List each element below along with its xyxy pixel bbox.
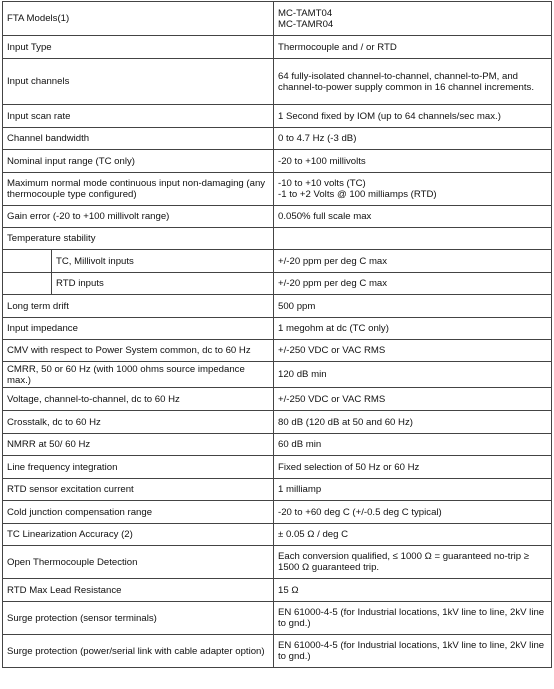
table-row [3,206,552,228]
table-row [3,295,552,318]
parameter-label: Input Type [3,36,274,59]
parameter-value: 120 dB min [274,362,552,388]
parameter-value: EN 61000-4-5 (for Industrial locations, 1kV line to line, 2kV line to gnd.) [274,635,552,668]
parameter-value: MC-TAMT04 MC-TAMR04 [274,2,552,36]
parameter-value: +/-20 ppm per deg C max [274,250,552,273]
parameter-value: 1 megohm at dc (TC only) [274,318,552,340]
parameter-value: ± 0.05 Ω / deg C [274,524,552,546]
table-row [3,501,552,524]
parameter-value: 0 to 4.7 Hz (-3 dB) [274,128,552,150]
parameter-value: -20 to +100 millivolts [274,150,552,173]
parameter-value: EN 61000-4-5 (for Industrial locations, 1kV line to line, 2kV line to gnd.) [274,602,552,635]
table-row [3,105,552,128]
parameter-label: RTD Max Lead Resistance [3,579,274,602]
parameter-label: Crosstalk, dc to 60 Hz [3,411,274,434]
table-row [3,635,552,668]
table-row [3,2,552,36]
parameter-value: 1 milliamp [274,479,552,501]
parameter-label: Surge protection (sensor terminals) [3,602,274,635]
table-row [3,411,552,434]
parameter-label: FTA Models(1) [3,2,274,36]
parameter-label: Cold junction compensation range [3,501,274,524]
table-row [3,524,552,546]
parameter-value: Thermocouple and / or RTD [274,36,552,59]
table-row [3,173,552,206]
parameter-label: Temperature stability [3,228,274,250]
parameter-value: +/-20 ppm per deg C max [274,273,552,295]
parameter-label: RTD sensor excitation current [3,479,274,501]
table-row [3,128,552,150]
table-row [3,36,552,59]
indent-cell [3,273,52,295]
specifications-table [2,1,552,668]
table-row [3,479,552,501]
table-row [3,340,552,362]
parameter-value: -10 to +10 volts (TC) -1 to +2 Volts @ 100 milliamps (RTD) [274,173,552,206]
parameter-value: Each conversion qualified, ≤ 1000 Ω = guaranteed no-trip ≥ 1500 Ω guaranteed trip. [274,546,552,579]
parameter-value: 80 dB (120 dB at 50 and 60 Hz) [274,411,552,434]
indent-cell [3,250,52,273]
parameter-value: 500 ppm [274,295,552,318]
parameter-label: TC Linearization Accuracy (2) [3,524,274,546]
table-row [3,250,552,273]
parameter-label: Channel bandwidth [3,128,274,150]
sub-parameter-label: TC, Millivolt inputs [52,250,274,273]
parameter-label: CMRR, 50 or 60 Hz (with 1000 ohms source impedance max.) [3,362,274,388]
parameter-label: Long term drift [3,295,274,318]
table-row [3,150,552,173]
table-row [3,228,552,250]
table-row [3,546,552,579]
parameter-label: Open Thermocouple Detection [3,546,274,579]
parameter-value: 64 fully-isolated channel-to-channel, channel-to-PM, and channel-to-power supply common in 16 channel increments. [274,59,552,105]
parameter-value [274,228,552,250]
parameter-label: Input channels [3,59,274,105]
parameter-value: -20 to +60 deg C (+/-0.5 deg C typical) [274,501,552,524]
parameter-label: NMRR at 50/ 60 Hz [3,434,274,456]
parameter-label: Voltage, channel-to-channel, dc to 60 Hz [3,388,274,411]
parameter-value: +/-250 VDC or VAC RMS [274,340,552,362]
table-row [3,579,552,602]
parameter-value: Fixed selection of 50 Hz or 60 Hz [274,456,552,479]
table-row [3,388,552,411]
parameter-label: Gain error (-20 to +100 millivolt range) [3,206,274,228]
parameter-label: Nominal input range (TC only) [3,150,274,173]
table-row [3,602,552,635]
parameter-value: 60 dB min [274,434,552,456]
specifications-table-body [3,2,552,668]
table-row [3,456,552,479]
parameter-value: 1 Second fixed by IOM (up to 64 channels/sec max.) [274,105,552,128]
table-row [3,318,552,340]
table-row [3,434,552,456]
table-row [3,273,552,295]
parameter-value: 0.050% full scale max [274,206,552,228]
parameter-label: Surge protection (power/serial link with cable adapter option) [3,635,274,668]
table-row [3,362,552,388]
parameter-label: Input scan rate [3,105,274,128]
parameter-value: +/-250 VDC or VAC RMS [274,388,552,411]
parameter-label: Input impedance [3,318,274,340]
table-row [3,59,552,105]
parameter-label: CMV with respect to Power System common, dc to 60 Hz [3,340,274,362]
parameter-label: Maximum normal mode continuous input non-damaging (any thermocouple type configured) [3,173,274,206]
parameter-label: Line frequency integration [3,456,274,479]
parameter-value: 15 Ω [274,579,552,602]
sub-parameter-label: RTD inputs [52,273,274,295]
